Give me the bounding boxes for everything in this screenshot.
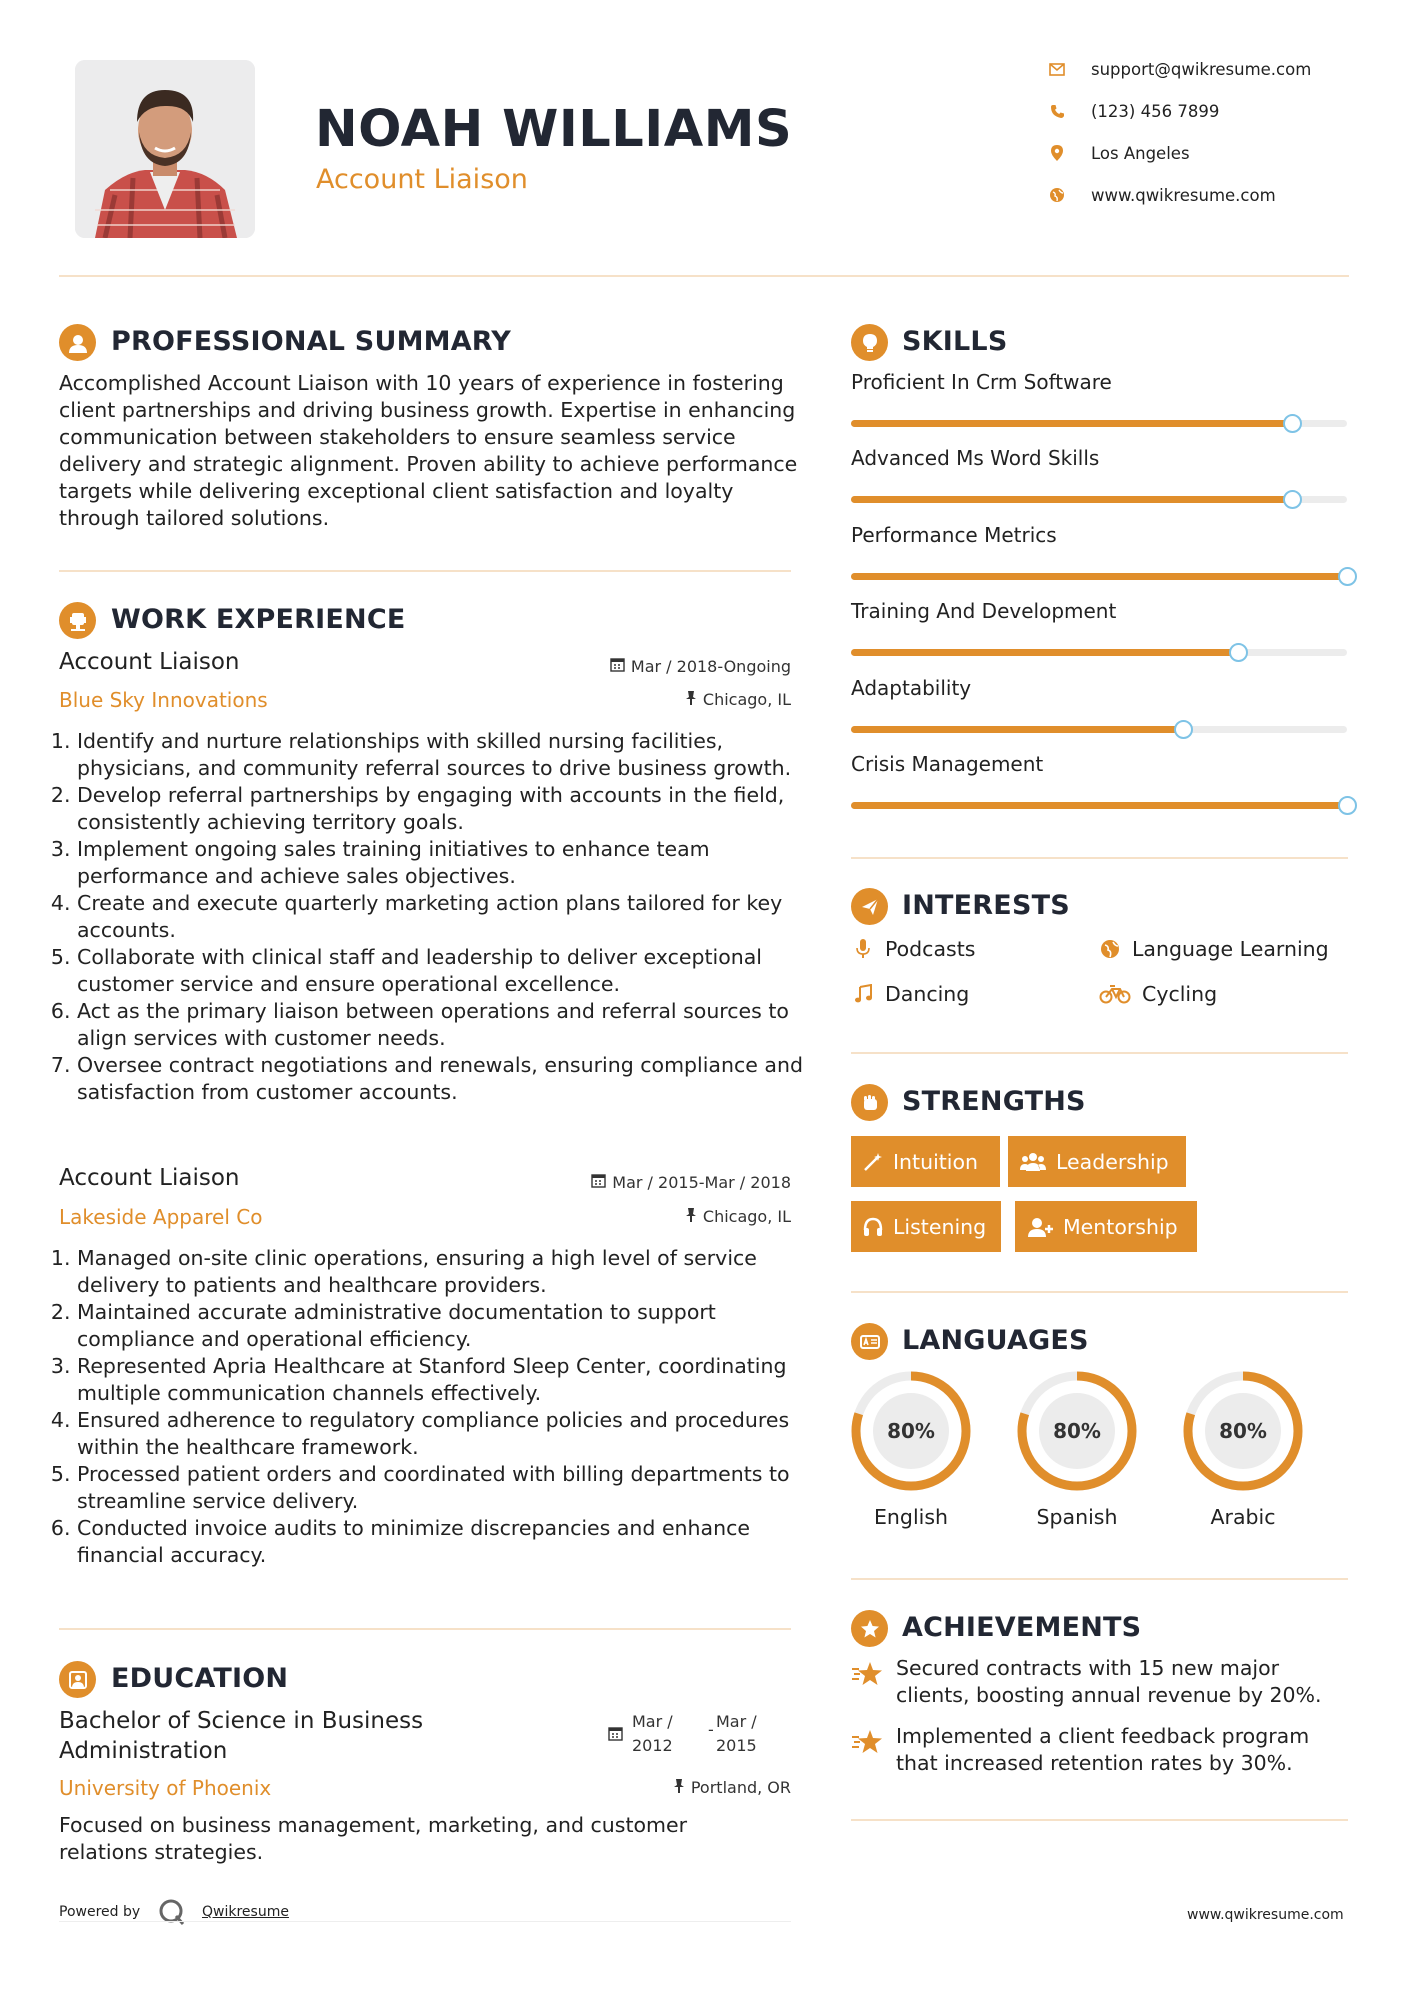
list-item: 6. Conducted invoice audits to minimize discrepancies and enhance financial accuracy. [77,1515,819,1569]
interest-label: Language Learning [1132,937,1329,961]
experience-heading: WORK EXPERIENCE [111,604,406,635]
job-1-dates-text: Mar / 2018-Ongoing [630,657,791,676]
phone-icon [1049,103,1065,119]
language-percent: 80% [1053,1419,1101,1443]
pin-icon [673,1778,685,1797]
job-2-dates [591,1173,791,1192]
star-badge-icon [851,1610,888,1647]
paper-plane-icon [851,888,888,925]
skill-bar-fill [851,573,1347,580]
interest-label: Dancing [885,982,970,1006]
users-icon [1020,1152,1046,1172]
job-1-location [685,690,791,709]
achievement-1-line-1: Secured contracts with 15 new major [896,1656,1280,1680]
interest-podcasts [851,934,975,964]
list-item: 5. Processed patient orders and coordinated with billing departments to streamline service delivery. [77,1461,819,1515]
language-name: English [873,1505,949,1529]
education-heading: EDUCATION [111,1663,289,1694]
list-item: 4. Create and execute quarterly marketing action plans tailored for key accounts. [77,890,819,944]
user-plus-icon [1027,1217,1053,1237]
language-percent: 80% [1219,1419,1267,1443]
achievement-1-line-2: clients, boosting annual revenue by 20%. [896,1683,1322,1707]
language-ring [1015,1369,1139,1493]
degree-line-2: Administration [59,1738,228,1764]
edu-end-year: 2015 [716,1736,757,1755]
edu-start-month: Mar / [632,1712,673,1731]
interest-language-learning [1098,934,1329,964]
interest-label: Cycling [1142,982,1218,1006]
language-percent: 80% [887,1419,935,1443]
globe-icon [1049,187,1065,203]
interests-heading: INTERESTS [902,890,1070,921]
skill-label: Adaptability [851,676,972,700]
job-1-dates [610,657,791,676]
skill-label: Crisis Management [851,752,1044,776]
qwikresume-logo [157,1897,187,1931]
contact-location-text: Los Angeles [1091,143,1190,163]
skill-bar [851,420,1347,427]
achievement-2-line-2: that increased retention rates by 30%. [896,1751,1293,1775]
edu-date-separator: - [708,1720,714,1739]
briefcase-icon [59,602,96,639]
languages-divider [851,1578,1348,1580]
candidate-name: NOAH WILLIAMS [315,100,793,159]
skill-bar-fill [851,420,1292,427]
envelope-icon [1049,61,1065,77]
job-2-location [685,1207,791,1226]
skill-bar-fill [851,649,1238,656]
job-1-company: Blue Sky Innovations [59,688,268,712]
job-2-company: Lakeside Apparel Co [59,1205,263,1229]
skill-bar-knob [1283,490,1302,509]
star-icon [851,1661,883,1691]
list-item: 6. Act as the primary liaison between operations and referral sources to align services with customer needs. [77,998,819,1052]
user-icon [59,324,96,361]
interests-divider [851,1052,1348,1054]
skill-bar-fill [851,802,1347,809]
school-name: University of Phoenix [59,1776,272,1800]
star-icon [851,1729,883,1759]
achievement-2 [896,1723,1309,1777]
language-name: Spanish [1036,1505,1118,1529]
degree-line-1: Bachelor of Science in Business [59,1708,424,1734]
language-ring [1181,1369,1305,1493]
skill-bar-knob [1338,796,1357,815]
list-item: 2. Maintained accurate administrative documentation to support compliance and operational efficiency. [77,1299,819,1353]
skill-bar-fill [851,726,1183,733]
skill-bar [851,649,1347,656]
achievements-heading: ACHIEVEMENTS [902,1612,1142,1643]
achievement-1 [896,1655,1322,1709]
strength-listening [851,1201,1001,1252]
edu-start-year: 2012 [632,1736,673,1755]
list-item: 4. Ensured adherence to regulatory compliance policies and procedures within the healthcare framework. [77,1407,819,1461]
profile-photo [75,60,255,238]
contact-phone-text: (123) 456 7899 [1091,101,1220,121]
job-2-location-text: Chicago, IL [702,1207,791,1226]
bicycle-icon [1098,984,1132,1004]
strength-label: Intuition [893,1149,979,1174]
music-note-icon [851,984,875,1004]
skill-label: Training And Development [851,599,1117,623]
globe-icon [1098,939,1122,959]
skill-label: Proficient In Crm Software [851,370,1112,394]
skill-bar-knob [1283,414,1302,433]
strength-leadership [1008,1136,1186,1187]
calendar-icon [608,1726,623,1745]
list-item: 3. Implement ongoing sales training initiatives to enhance team performance and achieve sales objectives. [77,836,819,890]
candidate-role: Account Liaison [316,164,528,195]
job-2-title: Account Liaison [59,1165,240,1191]
headphones-icon [863,1217,883,1237]
list-item: 2. Develop referral partnerships by engaging with accounts in the field, consistently achieving territory goals. [77,782,819,836]
experience-divider [59,1628,791,1630]
skill-bar-knob [1338,567,1357,586]
graduate-icon [59,1661,96,1698]
skills-heading: SKILLS [902,326,1008,357]
map-pin-icon [1049,145,1065,161]
achievements-divider [851,1819,1348,1821]
lightbulb-icon [851,324,888,361]
list-item: 7. Oversee contract negotiations and renewals, ensuring compliance and satisfaction from customer accounts. [77,1052,819,1106]
pin-icon [685,1207,697,1226]
strength-intuition [851,1136,1000,1187]
skill-bar [851,496,1347,503]
edu-location [673,1778,791,1797]
interest-dancing [851,979,969,1009]
list-item: 1. Identify and nurture relationships with skilled nursing facilities, physicians, and community referral sources to drive business growth. [77,728,819,782]
summary-divider [59,570,791,572]
skill-bar-fill [851,496,1292,503]
language-card-icon [851,1323,888,1360]
skill-bar [851,802,1347,809]
job-1-title: Account Liaison [59,649,240,675]
edu-location-text: Portland, OR [690,1778,791,1797]
language-ring [849,1369,973,1493]
strengths-heading: STRENGTHS [902,1086,1086,1117]
contact-website-text: www.qwikresume.com [1091,185,1276,205]
skill-label: Advanced Ms Word Skills [851,446,1100,470]
contact-email-text: support@qwikresume.com [1091,59,1312,79]
edu-end-month: Mar / [716,1712,757,1731]
summary-heading: PROFESSIONAL SUMMARY [111,326,512,357]
language-name: Arabic [1210,1505,1276,1529]
strength-mentorship [1015,1201,1197,1252]
interest-label: Podcasts [885,937,976,961]
header-divider [59,275,1349,277]
skills-divider [851,857,1348,859]
powered-by-label: Powered by [59,1904,141,1920]
skill-label: Performance Metrics [851,523,1057,547]
skill-bar [851,573,1347,580]
skill-bar-knob [1174,720,1193,739]
job-2-dates-text: Mar / 2015-Mar / 2018 [612,1173,791,1192]
skill-bar [851,726,1347,733]
skill-bar-knob [1229,643,1248,662]
strength-label: Listening [893,1214,987,1239]
calendar-icon [610,657,625,676]
footer-website[interactable]: www.qwikresume.com [1187,1907,1344,1923]
job-2-bullets [59,1245,819,1569]
magic-wand-icon [863,1152,883,1172]
microphone-icon [851,939,875,959]
achievement-2-line-1: Implemented a client feedback program [896,1724,1310,1748]
edu-description: Focused on business management, marketing, and customer relations strategies. [59,1813,688,1864]
strengths-divider [851,1291,1348,1293]
job-1-location-text: Chicago, IL [702,690,791,709]
qwikresume-link[interactable]: Qwikresume [202,1904,289,1920]
list-item: 1. Managed on-site clinic operations, ensuring a high level of service delivery to patients and healthcare providers. [77,1245,819,1299]
footer-rule [59,1921,791,1922]
calendar-icon [591,1173,606,1192]
list-item: 3. Represented Apria Healthcare at Stanford Sleep Center, coordinating multiple communication channels effectively. [77,1353,819,1407]
languages-heading: LANGUAGES [902,1325,1089,1356]
summary-text: Accomplished Account Liaison with 10 years of experience in fostering client partnerships and driving business growth. Expertise in enhancing communication between stakeholders to ensure seamless service delivery and strategic alignment. Proven ability to achieve performance targets while delivering exceptional client satisfaction and loyalty through tailored solutions. [59,371,798,530]
strength-label: Mentorship [1063,1214,1178,1239]
pin-icon [685,690,697,709]
fist-icon [851,1084,888,1121]
strength-label: Leadership [1056,1149,1169,1174]
list-item: 5. Collaborate with clinical staff and leadership to deliver exceptional customer service and ensure operational excellence. [77,944,819,998]
interest-cycling [1098,979,1217,1009]
job-1-bullets [59,728,819,1106]
